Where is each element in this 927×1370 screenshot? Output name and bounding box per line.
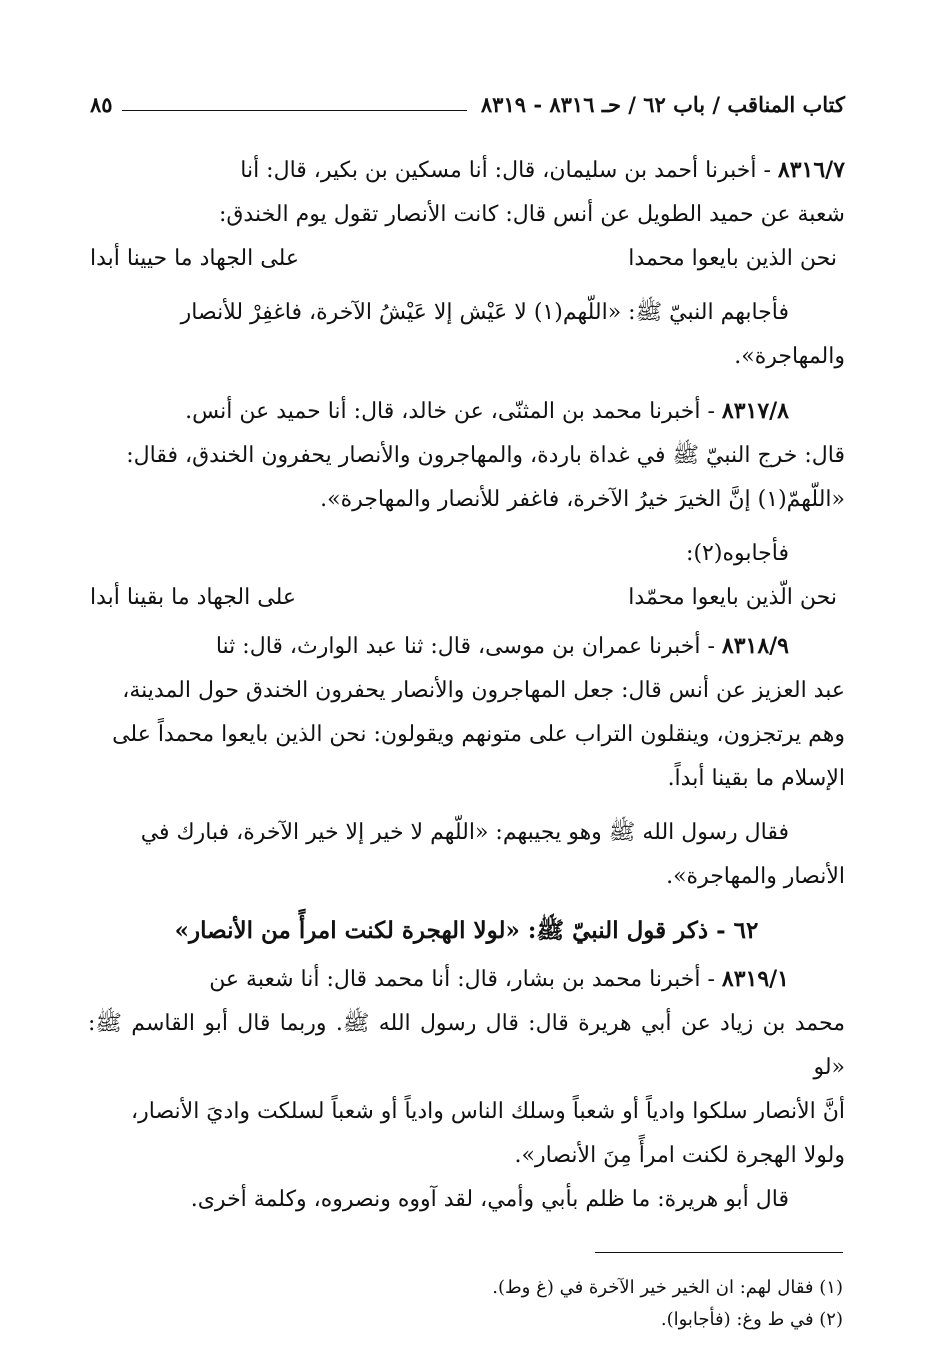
hadith-number: ٨٣١٧/٨ [721,398,789,424]
hadith-number: ٨٣١٩/١ [721,966,789,992]
footnote-2: (٢) في ط وغ: (فأجابوا). [660,1309,843,1330]
hadith-8317-line2: قال: خرج النبيّ ﷺ في غداة باردة، والمهاجرون والأنصار يحفرون الخندق، فقال: [126,443,845,468]
hadith-8318-line3: وهم يرتجزون، وينقلون التراب على متونهم ويقولون: نحن الذين بايعوا محمداً على [112,722,845,747]
hadith-8318-line2: عبد العزيز عن أنس قال: جعل المهاجرون والأنصار يحفرون الخندق حول المدينة، [122,678,845,703]
hadith-8316-reply: فأجابهم النبيّ ﷺ: «اللّهم(١) لا عَيْش إلا عَيْشُ الآخرة، فاغفِرْ للأنصار [180,300,789,325]
hadith-8319-line5: قال أبو هريرة: ما ظلم بأبي وأمي، لقد آووه ونصروه، وكلمة أخرى. [190,1187,789,1212]
hadith-8316-line1: ٨٣١٦/٧ - أخبرنا أحمد بن سليمان، قال: أنا مسكين بن بكير، قال: أنا [240,157,845,183]
main-text [88,148,845,1222]
hadith-8317-answer: فأجابوه(٢): [686,541,789,566]
hadith-8317-line1: ٨٣١٧/٨ - أخبرنا محمد بن المثنّى، عن خالد، قال: أنا حميد عن أنس. [185,398,789,424]
verse-hemistich-first: نحن الذين بايعوا محمدا [628,246,837,271]
verse-hemistich-second: على الجهاد ما حيينا أبدا [90,246,299,271]
verse-hemistich-second: على الجهاد ما بقينا أبدا [90,585,296,610]
hadith-8319-line3: أنَّ الأنصار سلكوا وادياً أو شعباً وسلك الناس وادياً أو شعباً لسلكت واديَ الأنصار، [131,1099,845,1124]
hadith-8318-reply: فقال رسول الله ﷺ وهو يجيبهم: «اللّهم لا خير إلا خير الآخرة، فبارك في [140,820,789,845]
hadith-8316-reply-end: والمهاجرة». [734,344,845,369]
hadith-8318-line4: الإسلام ما بقينا أبداً. [667,766,845,791]
footnote-1: (١) فقال لهم: ان الخير خير الآخرة في (غ وط). [492,1277,843,1298]
header-rule [122,110,467,111]
verse-hemistich-first: نحن الّذين بايعوا محمّدا [628,585,837,610]
poem-verse [88,576,845,620]
hadith-8319-line1: ٨٣١٩/١ - أخبرنا محمد بن بشار، قال: أنا محمد قال: أنا شعبة عن [209,966,789,992]
page-number: ٨٥ [90,92,113,117]
hadith-8318-reply-end: الأنصار والمهاجرة». [666,864,845,889]
hadith-number: ٨٣١٦/٧ [777,157,845,183]
hadith-8318-line1: ٨٣١٨/٩ - أخبرنا عمران بن موسى، قال: ثنا عبد الوارث، قال: ثنا [215,633,789,659]
hadith-8317-line3: «اللّهمّ(١) إنَّ الخيرَ خيرُ الآخرة، فاغفر للأنصار والمهاجرة». [320,487,845,512]
hadith-number: ٨٣١٨/٩ [721,633,789,659]
running-header [90,88,845,128]
hadith-8319-line2: محمد بن زياد عن أبي هريرة قال: قال رسول الله ﷺ. وربما قال أبو القاسم ﷺ: «لو [88,1011,845,1080]
footnote-rule [595,1252,843,1253]
running-title: كتاب المناقب / باب ٦٢ / حـ ٨٣١٦ - ٨٣١٩ [480,92,845,117]
footnotes [243,1272,843,1336]
hadith-8319-line4: ولولا الهجرة لكنت امرأً مِنَ الأنصار». [514,1143,845,1168]
chapter-heading: ٦٢ - ذكر قول النبيّ ﷺ: «لولا الهجرة لكنت امرأً من الأنصار» [174,917,759,944]
hadith-8316-line2: شعبة عن حميد الطويل عن أنس قال: كانت الأنصار تقول يوم الخندق: [218,202,845,227]
poem-verse [88,237,845,281]
